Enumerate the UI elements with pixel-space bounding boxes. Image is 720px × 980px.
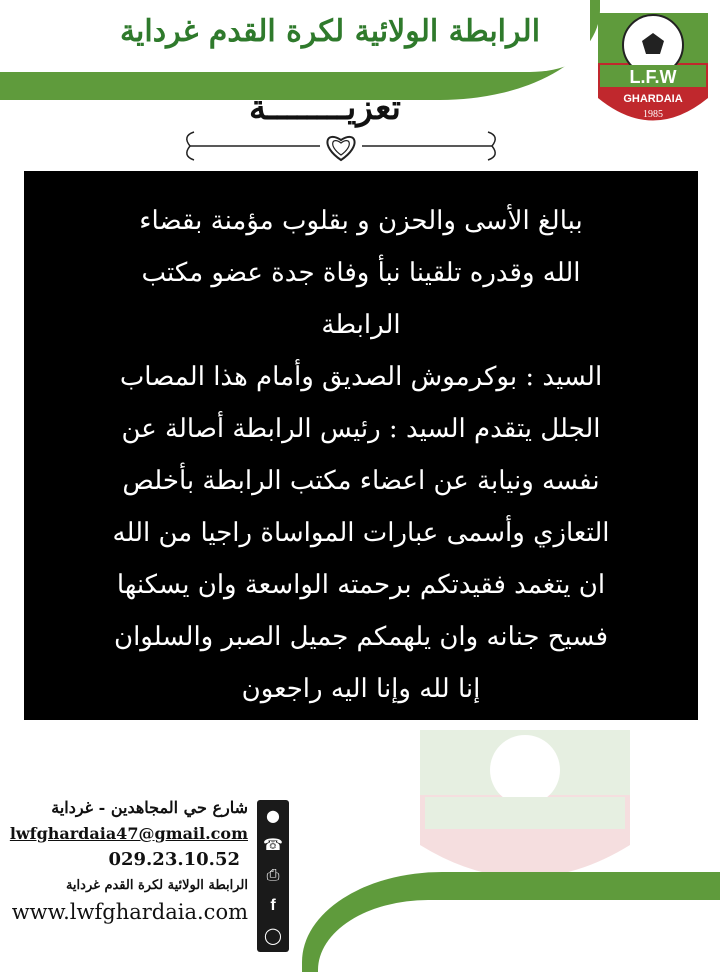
fax-icon: ⎙ [266,865,280,884]
phone-icon: ☎ [263,835,283,854]
message-line: الرابطة [321,310,401,340]
contact-icon-strip [257,800,289,952]
message-line: السيد : بوكرموش الصديق وأمام هذا المصاب [119,362,603,392]
contact-facebook-name: الرابطة الولائية لكرة القدم غرداية [65,878,248,893]
heart-ornament-icon [180,118,502,168]
contact-email[interactable]: lwfghardaia47@gmail.com [9,824,248,843]
header-title: الرابطة الولائية لكرة القدم غرداية [119,14,541,49]
footer-inner [318,900,720,980]
logo-city: GHARDAIA [623,93,683,105]
condolence-message [44,195,678,715]
contact-phone: 029.23.10.52 [108,849,240,870]
condolence-message-panel [24,171,698,720]
league-logo [588,3,718,143]
contact-website[interactable]: www.lwfghardaia.com [11,900,248,924]
message-line: الجلل يتقدم السيد : رئيس الرابطة أصالة عن [121,414,601,444]
message-line: إنا لله وإنا اليه راجعون [241,674,481,704]
message-line: التعازي وأسمى عبارات المواساة راجيا من الله [112,518,610,548]
location-icon: ● [266,806,280,825]
contact-address: شارع حي المجاهدين - غرداية [51,798,248,817]
facebook-icon: f [270,897,276,914]
message-line: نفسه ونيابة عن اعضاء مكتب الرابطة بأخلص [122,466,600,496]
logo-text: L.F.W [629,67,677,87]
condolence-heading: تعزيــــــــة [248,88,401,128]
message-line: ان يتغمد فقيدتكم برحمته الواسعة وان يسكنها [116,570,606,600]
logo-year: 1985 [643,109,663,120]
message-line: فسيح جنانه وان يلهمكم جميل الصبر والسلوان [113,622,609,652]
message-line: الله وقدره تلقينا نبأ وفاة جدة عضو مكتب [141,258,581,288]
message-line: ببالغ الأسى والحزن و بقلوب مؤمنة بقضاء [139,206,583,236]
web-icon: ◯ [264,926,282,945]
contact-block [8,795,248,925]
